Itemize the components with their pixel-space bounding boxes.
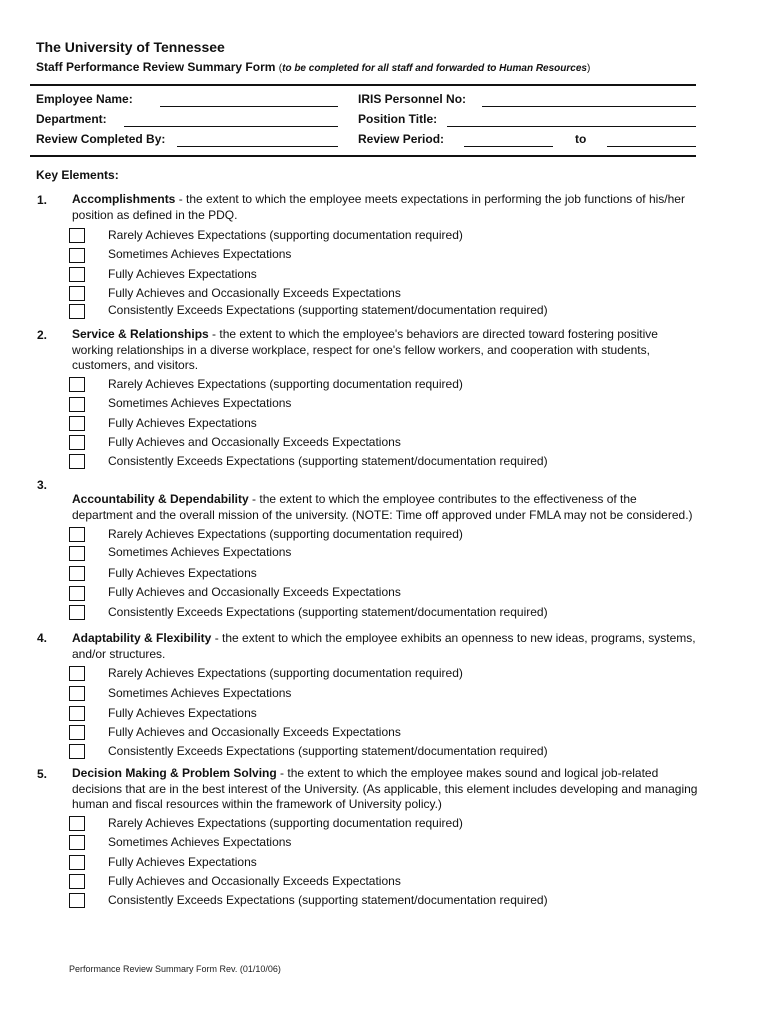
form-note: to be completed for all staff and forwarded to Human Resources — [282, 63, 587, 74]
iris-personnel-no-field[interactable] — [482, 106, 696, 107]
rating-checkbox[interactable] — [69, 706, 85, 721]
form-title — [36, 60, 590, 74]
rating-checkbox[interactable] — [69, 267, 85, 282]
rating-checkbox[interactable] — [69, 454, 85, 469]
item-title: Decision Making & Problem Solving — [72, 766, 277, 780]
rating-checkbox[interactable] — [69, 666, 85, 681]
rating-option-label: Sometimes Achieves Expectations — [108, 686, 292, 700]
rating-option-label: Sometimes Achieves Expectations — [108, 835, 292, 849]
rating-checkbox[interactable] — [69, 725, 85, 740]
item-description — [72, 766, 698, 813]
rating-option-label: Fully Achieves and Occasionally Exceeds Expectations — [108, 435, 401, 449]
item-title: Adaptability & Flexibility — [72, 631, 212, 645]
employee-name-label: Employee Name: — [36, 92, 133, 106]
rating-checkbox[interactable] — [69, 816, 85, 831]
rating-option-label: Fully Achieves Expectations — [108, 267, 257, 281]
header-divider-top — [30, 84, 696, 86]
rating-option-label: Fully Achieves and Occasionally Exceeds Expectations — [108, 725, 401, 739]
rating-option-label: Rarely Achieves Expectations (supporting documentation required) — [108, 816, 463, 830]
item-description-text: - the extent to which the employee contributes to the effectiveness of the department and the overall mission of the university. (NOTE: Time off approved under FMLA may not be considered.) — [72, 492, 693, 522]
item-description-text: - the extent to which the employee meets expectations in performing the job functions of his/her position as defined in the PDQ. — [72, 192, 685, 222]
rating-option-label: Consistently Exceeds Expectations (supporting statement/documentation required) — [108, 605, 548, 619]
item-description-text: - the extent to which the employee exhibits an openness to new ideas, programs, systems, and/or structures. — [72, 631, 696, 661]
rating-option-label: Consistently Exceeds Expectations (supporting statement/documentation required) — [108, 893, 548, 907]
item-description — [72, 327, 698, 374]
department-field[interactable] — [124, 126, 338, 127]
item-number: 3. — [37, 478, 48, 492]
rating-option-label: Sometimes Achieves Expectations — [108, 247, 292, 261]
rating-option-label: Rarely Achieves Expectations (supporting documentation required) — [108, 527, 463, 541]
review-completed-by-field[interactable] — [177, 146, 338, 147]
review-period-to-label: to — [575, 132, 587, 146]
rating-checkbox[interactable] — [69, 377, 85, 392]
item-title: Accomplishments — [72, 192, 176, 206]
rating-checkbox[interactable] — [69, 435, 85, 450]
rating-checkbox[interactable] — [69, 605, 85, 620]
item-description — [72, 631, 698, 662]
rating-checkbox[interactable] — [69, 546, 85, 561]
employee-name-field[interactable] — [160, 106, 338, 107]
item-description — [72, 192, 698, 223]
rating-option-label: Fully Achieves and Occasionally Exceeds Expectations — [108, 585, 401, 599]
rating-checkbox[interactable] — [69, 248, 85, 263]
form-revision-footer: Performance Review Summary Form Rev. (01/10/06) — [69, 964, 281, 974]
position-title-label: Position Title: — [358, 112, 438, 126]
header-divider-bottom — [30, 155, 696, 157]
item-title: Service & Relationships — [72, 327, 209, 341]
rating-checkbox[interactable] — [69, 686, 85, 701]
review-period-end-field[interactable] — [607, 146, 696, 147]
rating-option-label: Fully Achieves Expectations — [108, 416, 257, 430]
review-period-start-field[interactable] — [464, 146, 553, 147]
rating-option-label: Fully Achieves Expectations — [108, 566, 257, 580]
rating-checkbox[interactable] — [69, 416, 85, 431]
rating-checkbox[interactable] — [69, 397, 85, 412]
item-number: 2. — [37, 328, 48, 342]
item-description-text: - the extent to which the employee makes sound and logical job-related decisions that are in the best interest of the University. (As applicable, this element includes developing and managing human and fiscal resources within the framework of University policy.) — [72, 766, 698, 811]
rating-option-label: Consistently Exceeds Expectations (supporting statement/documentation required) — [108, 744, 548, 758]
key-elements-title: Key Elements: — [36, 168, 119, 182]
rating-option-label: Fully Achieves and Occasionally Exceeds Expectations — [108, 286, 401, 300]
rating-checkbox[interactable] — [69, 586, 85, 601]
rating-option-label: Sometimes Achieves Expectations — [108, 396, 292, 410]
position-title-field[interactable] — [447, 126, 696, 127]
item-description-text: - the extent to which the employee's behaviors are directed toward fostering positive working relationships in a diverse workplace, respect for one's fellow workers, and cooperation with students, customers, and visitors. — [72, 327, 658, 372]
rating-option-label: Fully Achieves and Occasionally Exceeds Expectations — [108, 874, 401, 888]
rating-option-label: Consistently Exceeds Expectations (supporting statement/documentation required) — [108, 303, 548, 317]
university-name: The University of Tennessee — [36, 39, 225, 55]
rating-option-label: Rarely Achieves Expectations (supporting documentation required) — [108, 228, 463, 242]
rating-checkbox[interactable] — [69, 566, 85, 581]
item-title: Accountability & Dependability — [72, 492, 249, 506]
rating-option-label: Fully Achieves Expectations — [108, 706, 257, 720]
rating-checkbox[interactable] — [69, 527, 85, 542]
rating-checkbox[interactable] — [69, 855, 85, 870]
rating-checkbox[interactable] — [69, 744, 85, 759]
review-period-label: Review Period: — [358, 132, 445, 146]
rating-option-label: Rarely Achieves Expectations (supporting documentation required) — [108, 666, 463, 680]
item-description — [72, 492, 698, 523]
rating-checkbox[interactable] — [69, 893, 85, 908]
rating-checkbox[interactable] — [69, 304, 85, 319]
rating-checkbox[interactable] — [69, 835, 85, 850]
rating-option-label: Consistently Exceeds Expectations (supporting statement/documentation required) — [108, 454, 548, 468]
form-note-close: ) — [586, 63, 591, 74]
department-label: Department: — [36, 112, 107, 126]
rating-option-label: Sometimes Achieves Expectations — [108, 545, 292, 559]
iris-personnel-no-label: IRIS Personnel No: — [358, 92, 467, 106]
item-number: 1. — [37, 193, 48, 207]
rating-option-label: Fully Achieves Expectations — [108, 855, 257, 869]
item-number: 4. — [37, 631, 48, 645]
rating-checkbox[interactable] — [69, 228, 85, 243]
review-completed-by-label: Review Completed By: — [36, 132, 166, 146]
rating-checkbox[interactable] — [69, 874, 85, 889]
form-title-text: Staff Performance Review Summary Form — [36, 60, 276, 74]
rating-option-label: Rarely Achieves Expectations (supporting documentation required) — [108, 377, 463, 391]
form-note-open: ( — [278, 63, 283, 74]
item-number: 5. — [37, 767, 48, 781]
rating-checkbox[interactable] — [69, 286, 85, 301]
